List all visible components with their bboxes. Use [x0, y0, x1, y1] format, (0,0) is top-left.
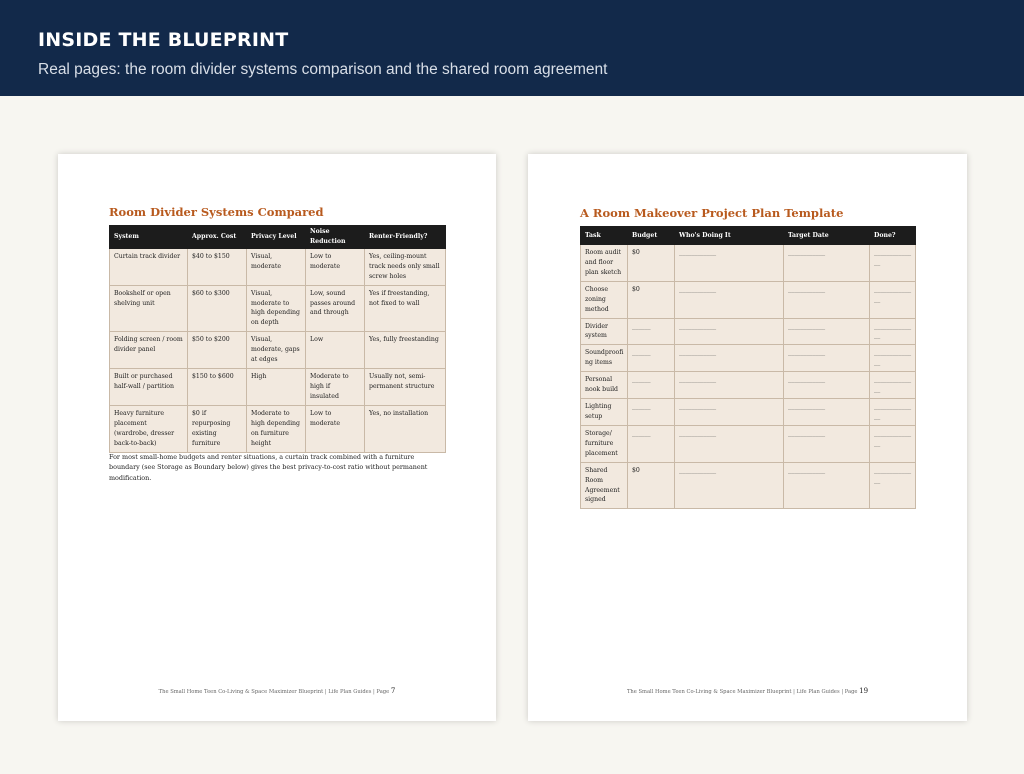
page-note: For most small-home budgets and renter situations, a curtain track combined with a furniture boundary (see Storage as Boundary below) gives the best privacy-to-cost ratio without permanent modification.: [109, 453, 428, 482]
table-cell: $150 to $600: [188, 369, 247, 406]
table-cell: Folding screen / room divider panel: [110, 332, 188, 369]
table-cell: $0: [628, 462, 675, 509]
table-cell: Yes if freestanding, not fixed to wall: [365, 285, 446, 332]
table-cell: $0: [628, 245, 675, 282]
table-header-row: [581, 227, 916, 245]
table-cell: ______: [628, 372, 675, 399]
table-row: [110, 369, 446, 406]
table-cell: $0 if repurposing existing furniture: [188, 405, 247, 452]
table-cell: High: [247, 369, 306, 406]
table-cell: Soundproofi ng items: [581, 345, 628, 372]
table-cell: ____________: [784, 281, 870, 318]
page-number: 7: [390, 687, 396, 695]
table-cell: Visual, moderate to high depending on depth: [247, 285, 306, 332]
table-row: [581, 372, 916, 399]
table-row: [581, 399, 916, 426]
table-row: [581, 318, 916, 345]
table-cell: Heavy furniture placement (wardrobe, dresser back-to-back): [110, 405, 188, 452]
table-cell: ____________: [675, 399, 784, 426]
table-cell: Built or purchased half-wall / partition: [110, 369, 188, 406]
page-heading: A Room Makeover Project Plan Template: [580, 206, 844, 220]
table-cell: ____________: [784, 345, 870, 372]
table-cell: ____________: [675, 245, 784, 282]
table-cell: $40 to $150: [188, 248, 247, 285]
table-cell: Low to moderate: [306, 405, 365, 452]
column-header: Target Date: [784, 227, 870, 245]
table-header-row: [110, 226, 446, 249]
table-row: [110, 405, 446, 452]
table-cell: ____________: [784, 425, 870, 462]
table-cell: ____________: [784, 318, 870, 345]
table-cell: ____________ __: [870, 399, 916, 426]
table-cell: Usually not, semi-permanent structure: [365, 369, 446, 406]
table-cell: Storage/ furniture placement: [581, 425, 628, 462]
document-page-left: [58, 154, 496, 721]
table-cell: ____________ __: [870, 318, 916, 345]
column-header: Done?: [870, 227, 916, 245]
page-footer: [58, 687, 496, 695]
column-header: System: [110, 226, 188, 249]
table-cell: Low: [306, 332, 365, 369]
top-banner: [0, 0, 1024, 96]
table-cell: ____________: [784, 462, 870, 509]
page-number: 19: [859, 687, 869, 695]
table-cell: ____________ __: [870, 345, 916, 372]
table-cell: ____________ __: [870, 281, 916, 318]
project-plan-table: [580, 226, 916, 509]
table-cell: Visual, moderate: [247, 248, 306, 285]
table-cell: ____________ __: [870, 425, 916, 462]
table-cell: Moderate to high depending on furniture height: [247, 405, 306, 452]
table-cell: ____________: [784, 372, 870, 399]
column-header: Renter-Friendly?: [365, 226, 446, 249]
footer-text: The Small Home Teen Co-Living & Space Maximizer Blueprint | Life Plan Guides | Page: [626, 689, 858, 695]
table-row: [581, 245, 916, 282]
table-cell: Room audit and floor plan sketch: [581, 245, 628, 282]
table-cell: ____________: [675, 372, 784, 399]
column-header: Approx. Cost: [188, 226, 247, 249]
table-cell: Choose zoning method: [581, 281, 628, 318]
table-cell: $50 to $200: [188, 332, 247, 369]
banner-title: INSIDE THE BLUEPRINT: [38, 29, 289, 51]
table-cell: Bookshelf or open shelving unit: [110, 285, 188, 332]
table-cell: Personal nook build: [581, 372, 628, 399]
table-row: [581, 345, 916, 372]
table-cell: ______: [628, 425, 675, 462]
column-header: Budget: [628, 227, 675, 245]
table-cell: Yes, fully freestanding: [365, 332, 446, 369]
table-cell: $0: [628, 281, 675, 318]
table-cell: ____________: [675, 462, 784, 509]
table-row: [110, 285, 446, 332]
column-header: Task: [581, 227, 628, 245]
comparison-table: [109, 225, 446, 453]
table-cell: ______: [628, 399, 675, 426]
table-cell: ______: [628, 345, 675, 372]
table-cell: Moderate to high if insulated: [306, 369, 365, 406]
table-cell: ____________ __: [870, 462, 916, 509]
table-cell: Low, sound passes around and through: [306, 285, 365, 332]
table-cell: ____________ __: [870, 372, 916, 399]
table-cell: Yes, no installation: [365, 405, 446, 452]
column-header: Who's Doing It: [675, 227, 784, 245]
banner-subtitle: Real pages: the room divider systems comparison and the shared room agreement: [38, 61, 608, 78]
footer-text: The Small Home Teen Co-Living & Space Maximizer Blueprint | Life Plan Guides | Page: [158, 689, 390, 695]
table-row: [110, 332, 446, 369]
table-cell: ____________: [675, 318, 784, 345]
table-cell: ____________: [784, 245, 870, 282]
table-cell: Low to moderate: [306, 248, 365, 285]
table-cell: Yes, ceiling-mount track needs only small screw holes: [365, 248, 446, 285]
document-page-right: [528, 154, 967, 721]
table-cell: ____________: [675, 281, 784, 318]
table-cell: ____________: [784, 399, 870, 426]
table-row: [581, 425, 916, 462]
table-cell: Lighting setup: [581, 399, 628, 426]
table-cell: ____________ __: [870, 245, 916, 282]
table-cell: $60 to $300: [188, 285, 247, 332]
page-heading: Room Divider Systems Compared: [109, 205, 324, 219]
table-cell: ______: [628, 318, 675, 345]
table-cell: Curtain track divider: [110, 248, 188, 285]
page-footer: [528, 687, 967, 695]
table-cell: Visual, moderate, gaps at edges: [247, 332, 306, 369]
column-header: Privacy Level: [247, 226, 306, 249]
table-row: [581, 462, 916, 509]
table-cell: ____________: [675, 345, 784, 372]
table-row: [110, 248, 446, 285]
table-cell: Shared Room Agreement signed: [581, 462, 628, 509]
table-cell: ____________: [675, 425, 784, 462]
table-row: [581, 281, 916, 318]
column-header: Noise Reduction: [306, 226, 365, 249]
table-cell: Divider system: [581, 318, 628, 345]
